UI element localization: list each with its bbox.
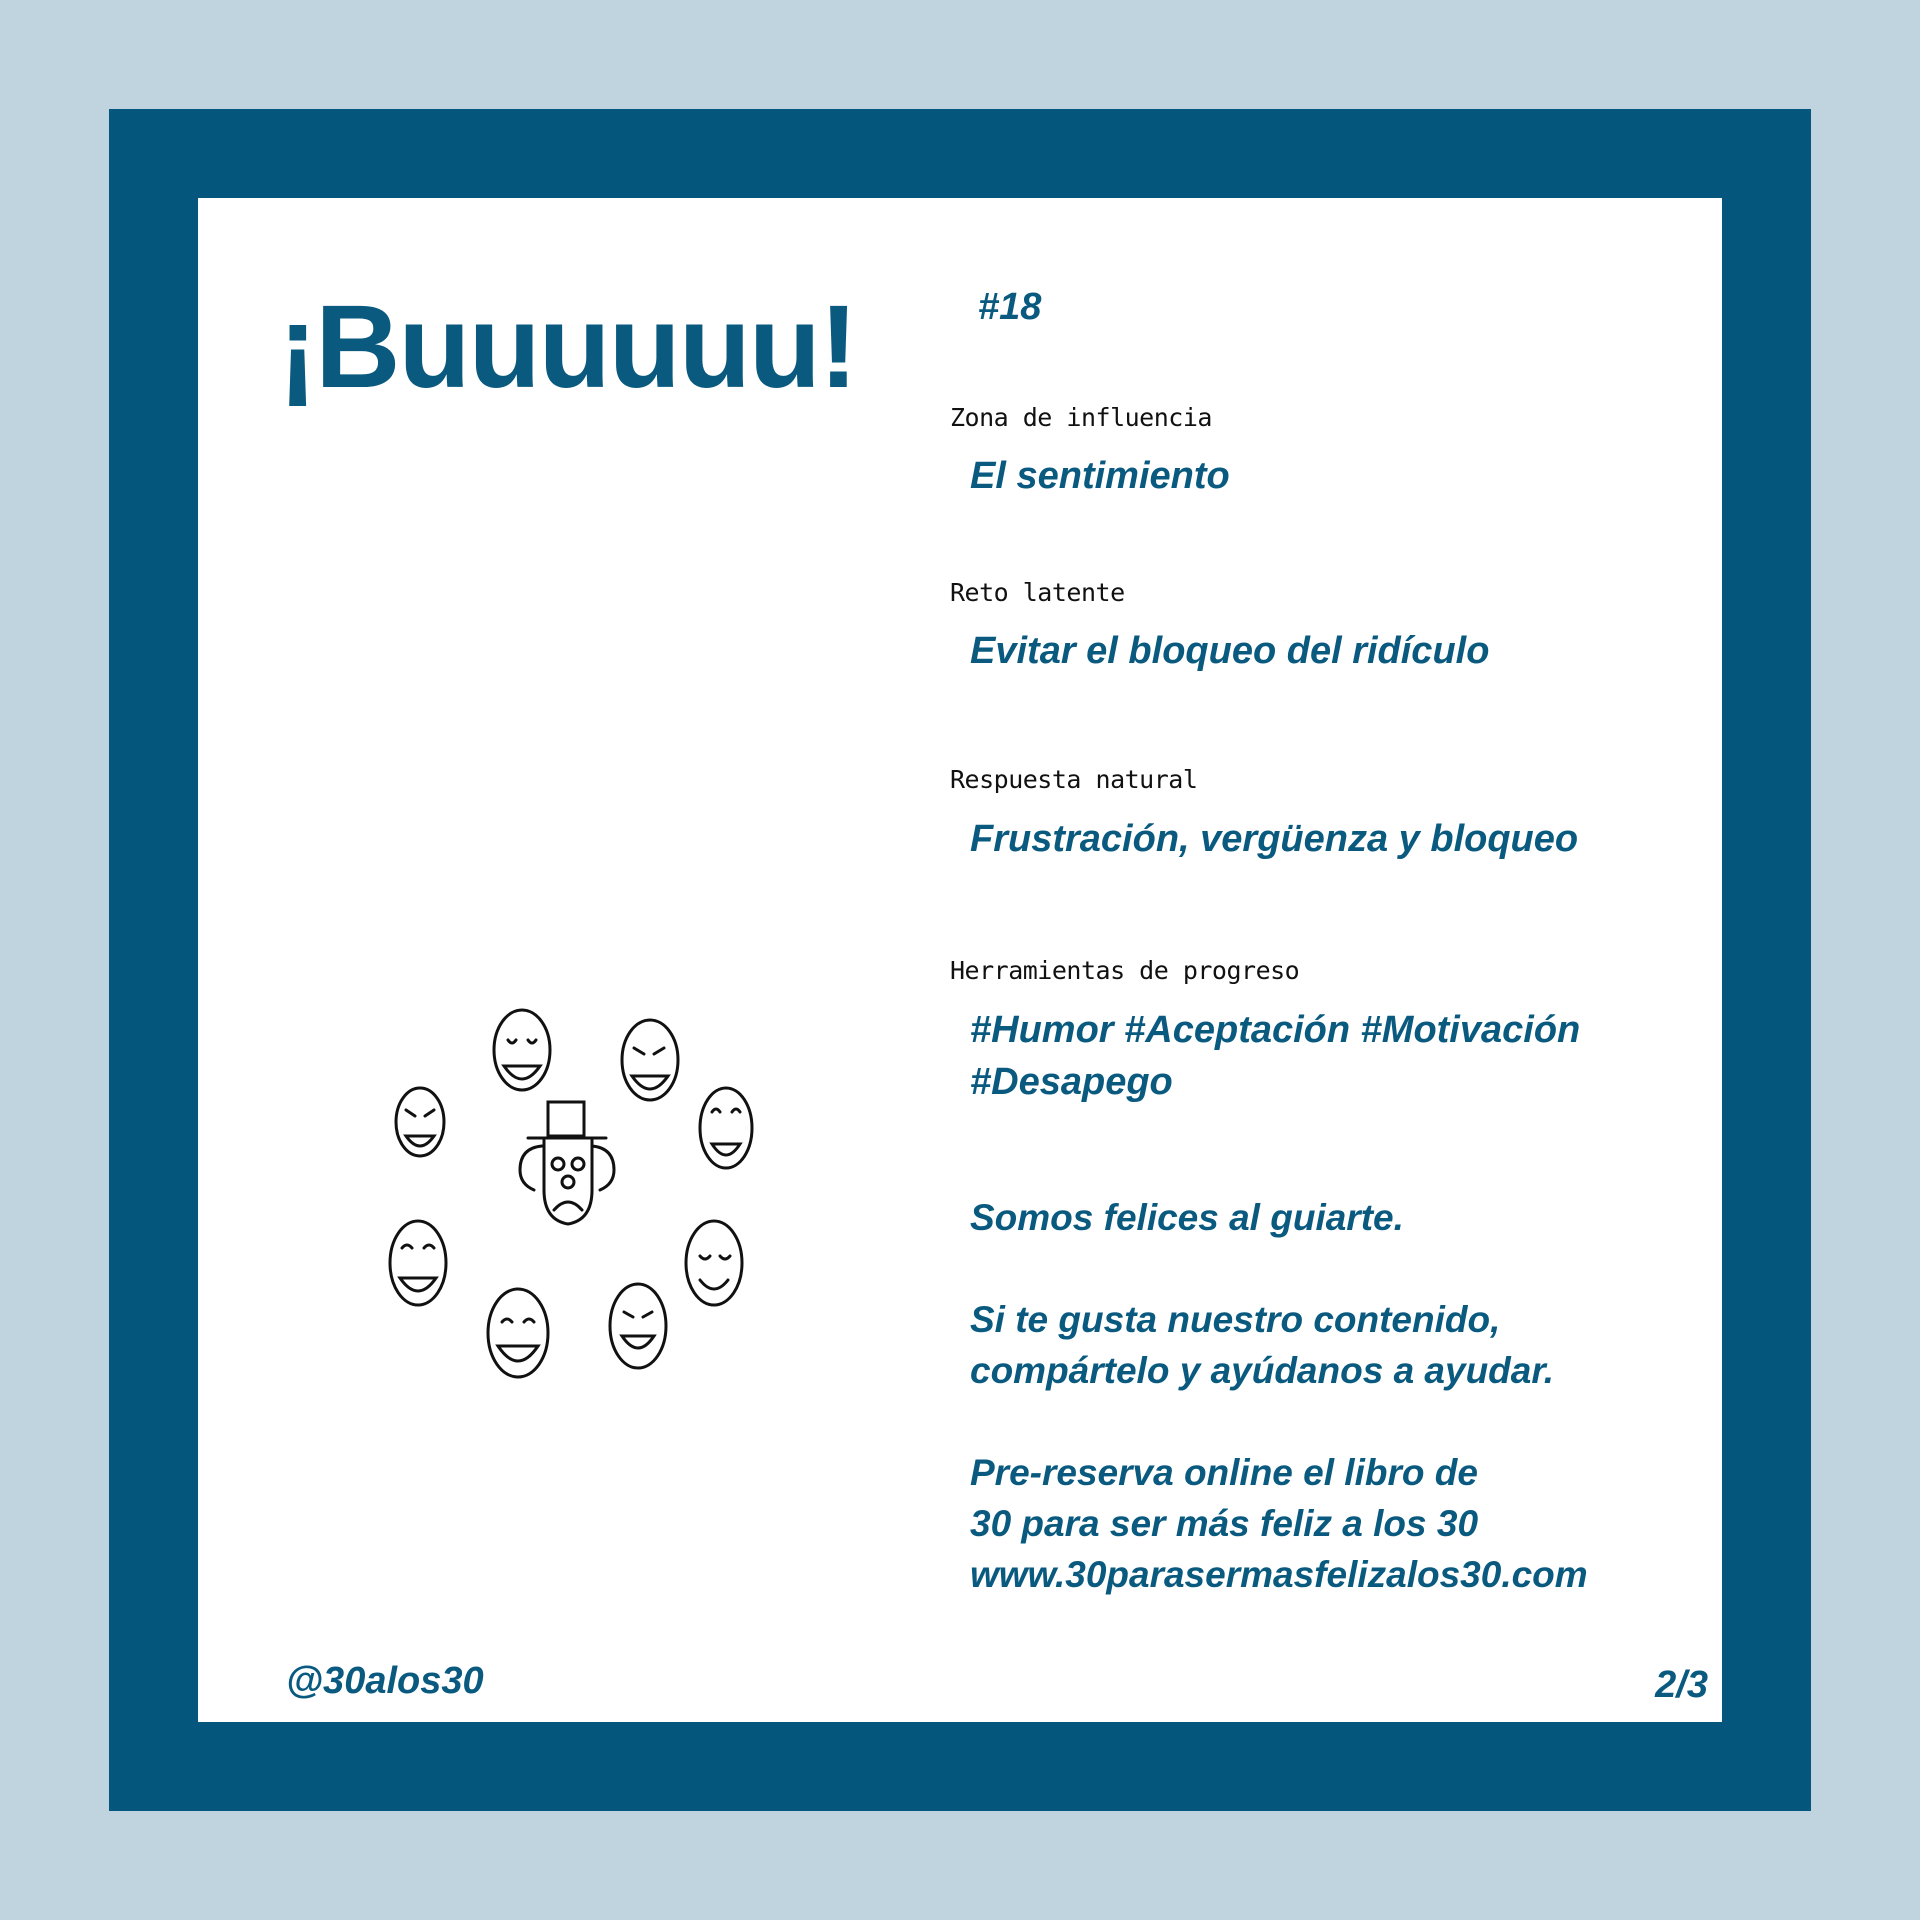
section-label-herramientas: Herramientas de progreso bbox=[950, 956, 1300, 985]
message-line-3: compártelo y ayúdanos a ayudar. bbox=[970, 1350, 1554, 1391]
section-value-respuesta: Frustración, vergüenza y bloqueo bbox=[970, 818, 1579, 860]
section-label-zona: Zona de influencia bbox=[950, 403, 1212, 432]
laughing-face-icon bbox=[390, 1221, 446, 1305]
laughing-face-icon bbox=[494, 1010, 550, 1090]
section-value-zona: El sentimiento bbox=[970, 455, 1230, 497]
laughing-face-icon bbox=[610, 1284, 666, 1368]
laughing-faces-illustration bbox=[348, 988, 788, 1408]
message-line-4: Pre-reserva online el libro de bbox=[970, 1452, 1478, 1493]
page-indicator: 2/3 bbox=[1655, 1664, 1708, 1706]
section-value-herramientas-line1: #Humor #Aceptación #Motivación bbox=[970, 1009, 1581, 1051]
message-line-1: Somos felices al guiarte. bbox=[970, 1197, 1404, 1238]
post-number: #18 bbox=[978, 286, 1042, 328]
message-line-5: 30 para ser más feliz a los 30 bbox=[970, 1503, 1479, 1544]
page-title: ¡Buuuuuu! bbox=[278, 281, 857, 413]
website-link[interactable]: www.30parasermasfelizalos30.com bbox=[970, 1554, 1588, 1595]
section-label-reto: Reto latente bbox=[950, 578, 1125, 607]
laughing-face-icon bbox=[488, 1289, 548, 1377]
message-line-2: Si te gusta nuestro contenido, bbox=[970, 1299, 1501, 1340]
laughing-face-icon bbox=[396, 1088, 444, 1156]
sad-clown-icon bbox=[520, 1102, 614, 1224]
section-value-herramientas-line2: #Desapego bbox=[970, 1061, 1173, 1103]
laughing-face-icon bbox=[686, 1221, 742, 1305]
laughing-face-icon bbox=[700, 1088, 752, 1168]
social-handle: @30alos30 bbox=[286, 1660, 484, 1702]
section-value-reto: Evitar el bloqueo del ridículo bbox=[970, 630, 1490, 672]
content-card bbox=[198, 198, 1722, 1722]
laughing-face-icon bbox=[622, 1020, 678, 1100]
section-label-respuesta: Respuesta natural bbox=[950, 765, 1198, 794]
